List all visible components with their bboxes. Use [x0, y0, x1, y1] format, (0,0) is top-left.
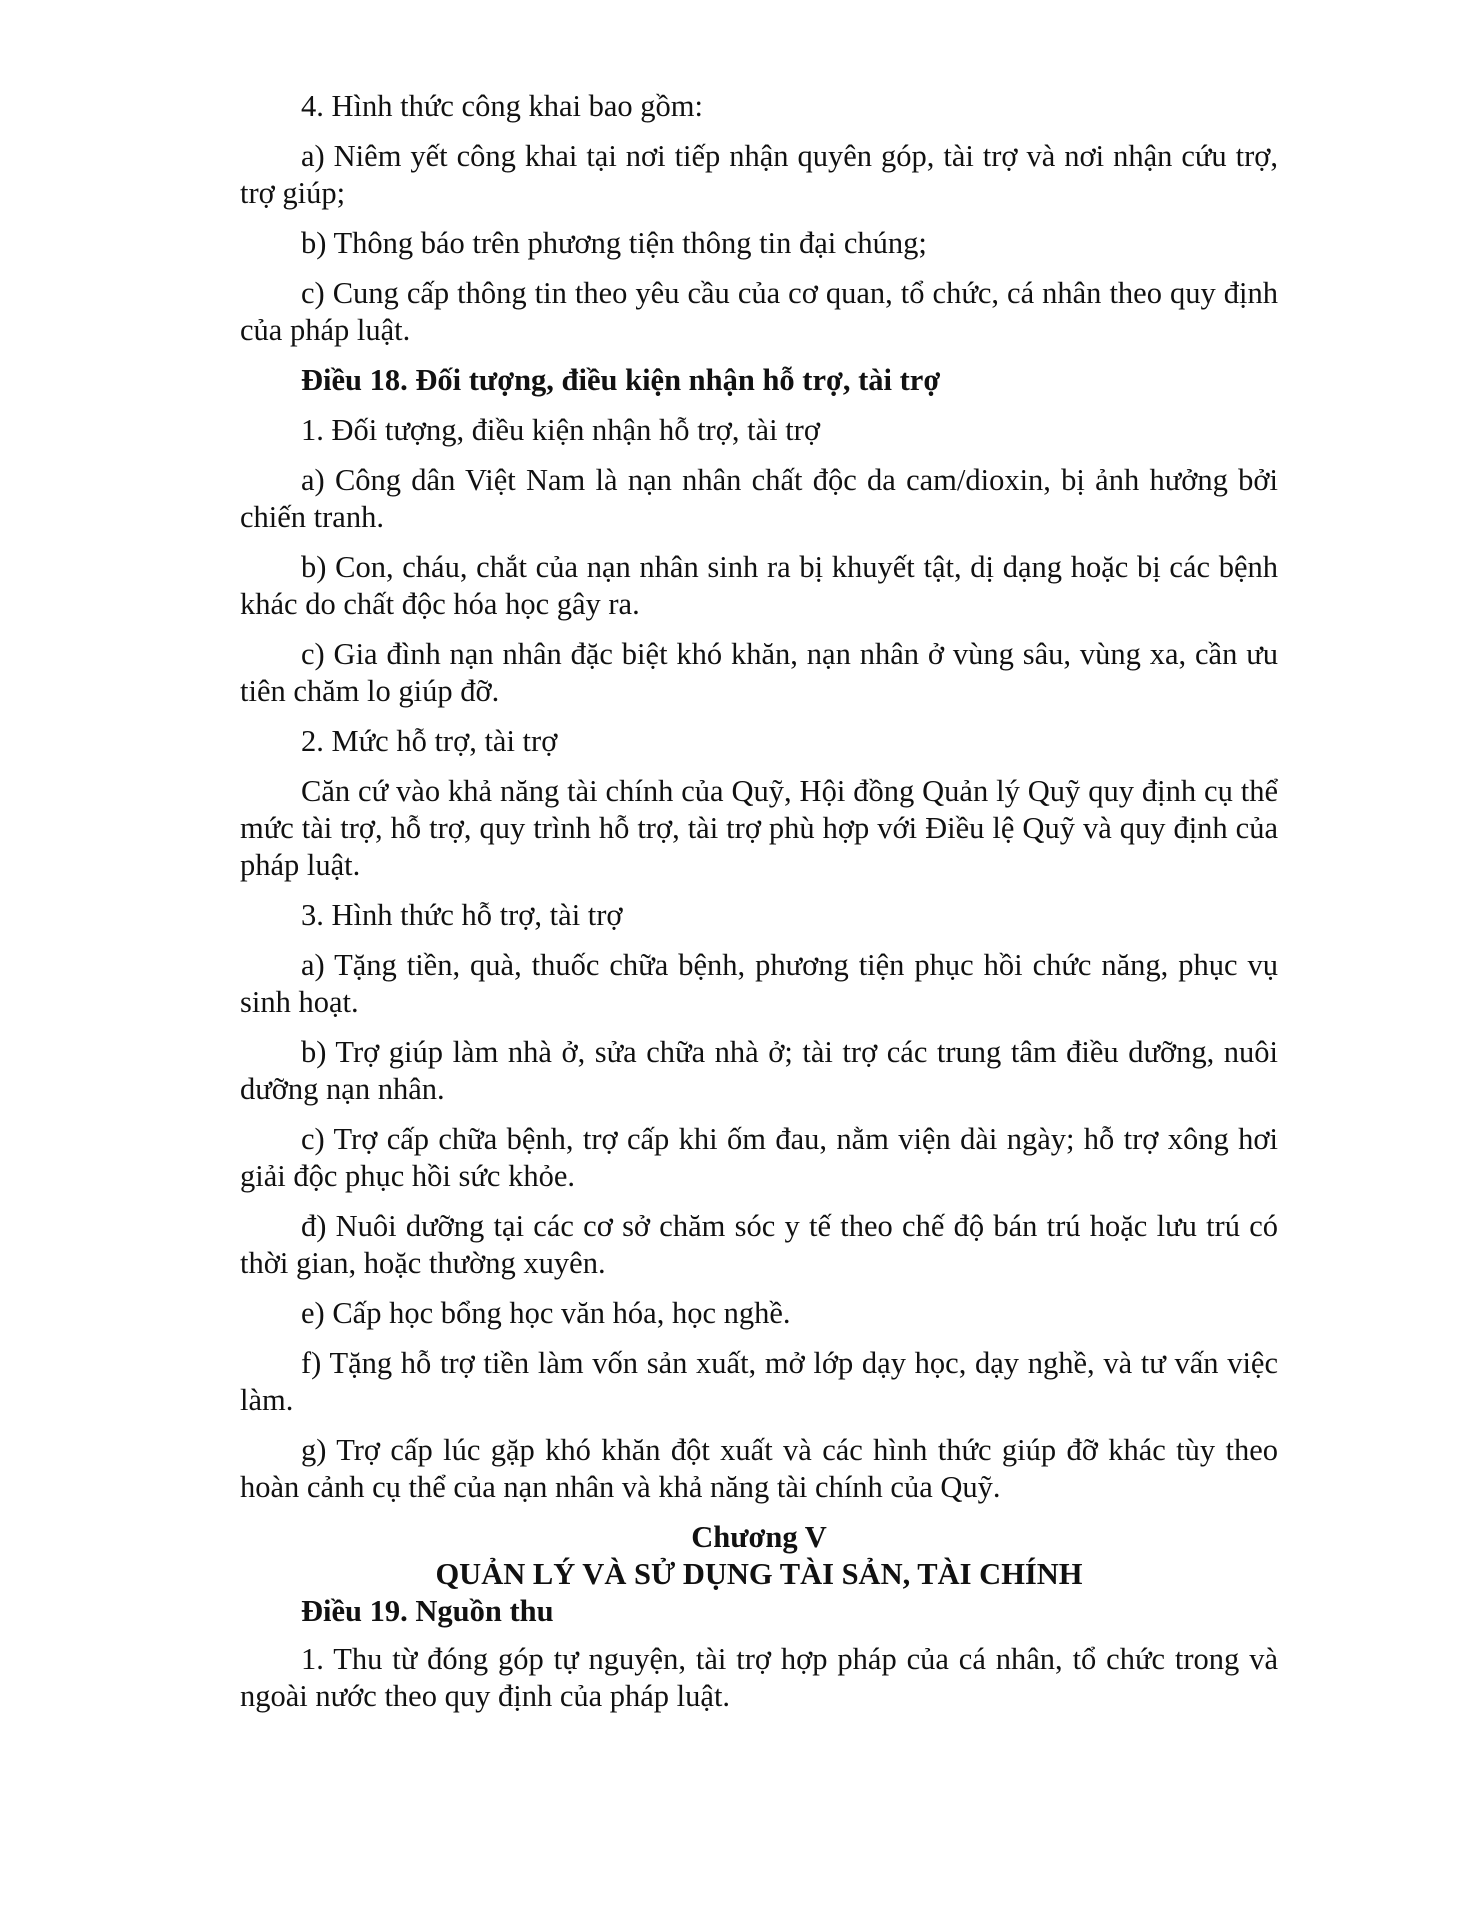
paragraph-support-f: f) Tặng hỗ trợ tiền làm vốn sản xuất, mở lớp dạy học, dạy nghề, và tư vấn việc làm. [240, 1346, 1278, 1417]
paragraph-disclosure-forms: 4. Hình thức công khai bao gồm: [301, 89, 703, 123]
chapter-number: Chương V [691, 1520, 827, 1554]
paragraph-support-c: c) Trợ cấp chữa bệnh, trợ cấp khi ốm đau, nằm viện dài ngày; hỗ trợ xông hơi giải độc phục hồi sức khỏe. [240, 1122, 1278, 1193]
paragraph-recipients-conditions: 1. Đối tượng, điều kiện nhận hỗ trợ, tài trợ [301, 413, 820, 447]
paragraph-item-c-information: c) Cung cấp thông tin theo yêu cầu của cơ quan, tổ chức, cá nhân theo quy định của pháp luật. [240, 276, 1278, 347]
article-19-heading: Điều 19. Nguồn thu [301, 1594, 554, 1628]
paragraph-recipient-c: c) Gia đình nạn nhân đặc biệt khó khăn, nạn nhân ở vùng sâu, vùng xa, cần ưu tiên chăm lo giúp đỡ. [240, 637, 1278, 708]
paragraph-support-level: 2. Mức hỗ trợ, tài trợ [301, 724, 558, 758]
article-18-heading: Điều 18. Đối tượng, điều kiện nhận hỗ trợ, tài trợ [301, 363, 941, 397]
document-body [240, 88, 1278, 1728]
paragraph-support-d: đ) Nuôi dưỡng tại các cơ sở chăm sóc y tế theo chế độ bán trú hoặc lưu trú có thời gian, hoặc thường xuyên. [240, 1209, 1278, 1280]
paragraph-support-forms: 3. Hình thức hỗ trợ, tài trợ [301, 898, 623, 932]
chapter-title: QUẢN LÝ VÀ SỬ DỤNG TÀI SẢN, TÀI CHÍNH [435, 1557, 1083, 1591]
paragraph-item-a-posting: a) Niêm yết công khai tại nơi tiếp nhận quyên góp, tài trợ và nơi nhận cứu trợ, trợ giúp; [240, 139, 1278, 210]
paragraph-recipient-a: a) Công dân Việt Nam là nạn nhân chất độc da cam/dioxin, bị ảnh hưởng bởi chiến tranh. [240, 463, 1278, 534]
paragraph-item-b-media: b) Thông báo trên phương tiện thông tin đại chúng; [301, 226, 927, 260]
paragraph-support-level-detail: Căn cứ vào khả năng tài chính của Quỹ, Hội đồng Quản lý Quỹ quy định cụ thể mức tài trợ, hỗ trợ, quy trình hỗ trợ, tài trợ phù hợp với Điều lệ Quỹ và quy định của pháp luật. [240, 774, 1278, 882]
paragraph-support-b: b) Trợ giúp làm nhà ở, sửa chữa nhà ở; tài trợ các trung tâm điều dưỡng, nuôi dưỡng nạn nhân. [240, 1035, 1278, 1106]
paragraph-recipient-b: b) Con, cháu, chắt của nạn nhân sinh ra bị khuyết tật, dị dạng hoặc bị các bệnh khác do chất độc hóa học gây ra. [240, 550, 1278, 621]
paragraph-revenue-source-1: 1. Thu từ đóng góp tự nguyện, tài trợ hợp pháp của cá nhân, tổ chức trong và ngoài nước theo quy định của pháp luật. [240, 1642, 1278, 1713]
paragraph-support-e: e) Cấp học bổng học văn hóa, học nghề. [301, 1296, 791, 1330]
paragraph-support-g: g) Trợ cấp lúc gặp khó khăn đột xuất và các hình thức giúp đỡ khác tùy theo hoàn cảnh cụ thể của nạn nhân và khả năng tài chính của Quỹ. [240, 1433, 1278, 1504]
paragraph-support-a: a) Tặng tiền, quà, thuốc chữa bệnh, phương tiện phục hồi chức năng, phục vụ sinh hoạt. [240, 948, 1278, 1019]
